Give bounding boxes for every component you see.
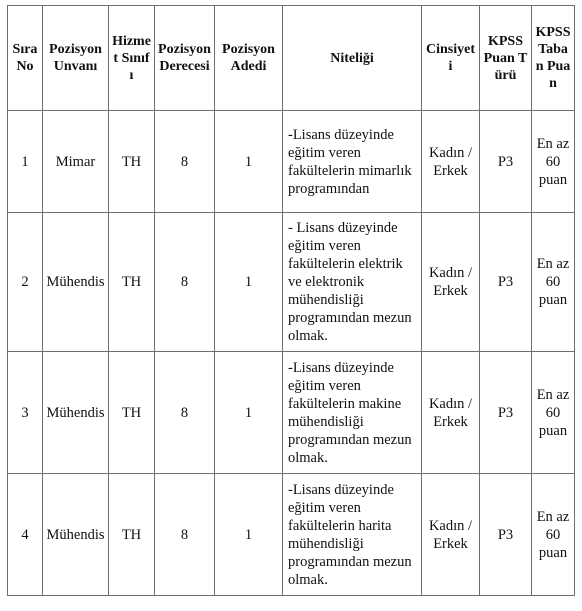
cell-kpss-puan-turu: P3 [480,213,532,352]
cell-pozisyon-adedi: 1 [215,111,283,213]
cell-pozisyon-derecesi: 8 [155,352,215,474]
cell-pozisyon-adedi: 1 [215,213,283,352]
cell-pozisyon-adedi: 1 [215,352,283,474]
cell-kpss-taban-puan: En az 60 puan [532,213,575,352]
table-row [8,474,575,596]
cell-kpss-taban-puan: En az 60 puan [532,474,575,596]
cell-niteligi: - Lisans düzeyinde eğitim veren fakültelerin elektrik ve elektronik mühendisliği programından mezun olmak. [283,213,422,352]
cell-pozisyon-unvani: Mühendis [43,474,109,596]
header-cinsiyeti: Cinsiyeti [422,6,480,111]
cell-sira-no: 2 [8,213,43,352]
cell-pozisyon-unvani: Mühendis [43,213,109,352]
table-row [8,213,575,352]
table-row [8,352,575,474]
cell-hizmet-sinifi: TH [109,111,155,213]
cell-cinsiyeti: Kadın / Erkek [422,352,480,474]
cell-pozisyon-unvani: Mühendis [43,352,109,474]
positions-table [7,5,575,596]
cell-niteligi: -Lisans düzeyinde eğitim veren fakültelerin harita mühendisliği programından mezun olmak. [283,474,422,596]
cell-niteligi: -Lisans düzeyinde eğitim veren fakültelerin mimarlık programından [283,111,422,213]
table-row [8,111,575,213]
header-pozisyon-unvani: Pozisyon Unvanı [43,6,109,111]
cell-hizmet-sinifi: TH [109,474,155,596]
header-kpss-puan-turu: KPSS Puan Türü [480,6,532,111]
cell-pozisyon-derecesi: 8 [155,213,215,352]
cell-sira-no: 1 [8,111,43,213]
cell-cinsiyeti: Kadın / Erkek [422,213,480,352]
table-body [8,111,575,596]
header-hizmet-sinifi: Hizmet Sınıfı [109,6,155,111]
header-pozisyon-adedi: Pozisyon Adedi [215,6,283,111]
cell-niteligi: -Lisans düzeyinde eğitim veren fakültelerin makine mühendisliği programından mezun olmak. [283,352,422,474]
cell-pozisyon-unvani: Mimar [43,111,109,213]
cell-kpss-taban-puan: En az 60 puan [532,111,575,213]
cell-kpss-puan-turu: P3 [480,352,532,474]
cell-pozisyon-adedi: 1 [215,474,283,596]
header-niteligi: Niteliği [283,6,422,111]
header-pozisyon-derecesi: Pozisyon Derecesi [155,6,215,111]
cell-kpss-puan-turu: P3 [480,111,532,213]
header-sira-no: Sıra No [8,6,43,111]
cell-kpss-taban-puan: En az 60 puan [532,352,575,474]
cell-pozisyon-derecesi: 8 [155,111,215,213]
cell-cinsiyeti: Kadın / Erkek [422,474,480,596]
cell-kpss-puan-turu: P3 [480,474,532,596]
table-header [8,6,575,111]
header-row [8,6,575,111]
cell-hizmet-sinifi: TH [109,213,155,352]
cell-pozisyon-derecesi: 8 [155,474,215,596]
cell-sira-no: 3 [8,352,43,474]
header-kpss-taban-puan: KPSS Taban Puan [532,6,575,111]
cell-cinsiyeti: Kadın / Erkek [422,111,480,213]
cell-sira-no: 4 [8,474,43,596]
cell-hizmet-sinifi: TH [109,352,155,474]
